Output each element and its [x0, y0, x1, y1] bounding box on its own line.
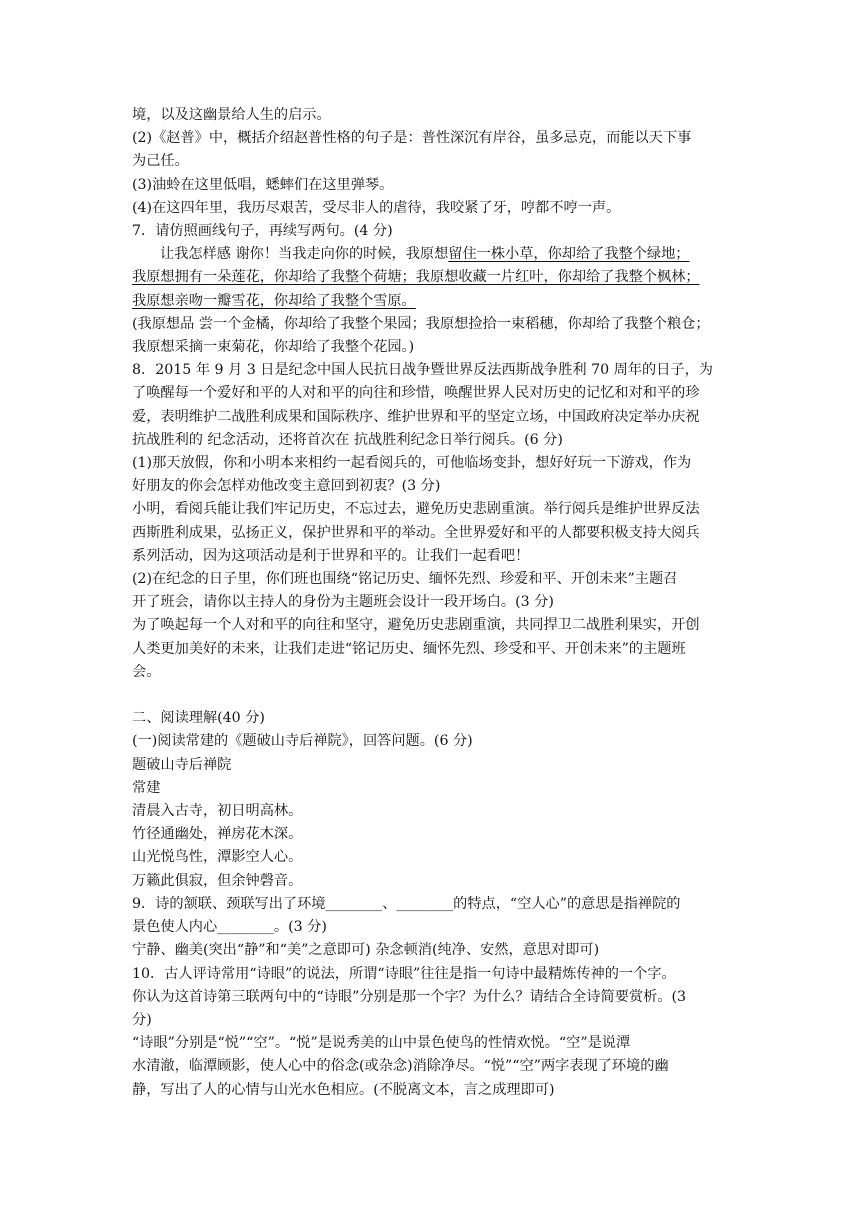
text-line: 爱，表明维护二战胜利成果和国际秩序、维护世界和平的坚定立场，中国政府决定举办庆祝	[132, 408, 700, 425]
underlined-sentence: 留住一株小草，你却给了我整个绿地；	[448, 246, 690, 263]
text-line: 抗战胜利的 纪念活动，还将首次在 抗战胜利纪念日举行阅兵。(6 分)	[132, 431, 563, 448]
text-line: (3)油蛉在这里低唱，蟋蟀们在这里弹琴。	[132, 176, 394, 193]
answer-line: 我原想采摘一束菊花，你却给了我整个花园。)	[132, 339, 415, 356]
poem-line: 清晨入古寺，初日明高林。	[132, 803, 303, 820]
answer-line: 为了唤起每一个人对和平的向往和坚守，避免历史悲剧重演，共同捍卫二战胜利果实，开创	[132, 617, 700, 634]
poem-line: 山光悦鸟性，潭影空人心。	[132, 849, 303, 866]
text-line: (2)《赵普》中，概括介绍赵普性格的句子是：普性深沉有岸谷，虽多忌克，而能以天下事	[132, 130, 692, 147]
text-line: 分)	[132, 1011, 152, 1028]
question-10: 10．古人评诗常用“诗眼”的说法，所谓“诗眼”往往是指一句诗中最精炼传神的一个字。	[132, 965, 676, 982]
underlined-sentence: 我原想拥有一朵莲花，你却给了我整个荷塘；我原想收藏一片红叶，你却给了我整个枫林；	[132, 269, 700, 286]
text-line: 好朋友的你会怎样劝他改变主意回到初衷？(3 分)	[132, 478, 441, 495]
text-line: (4)在这四年里，我历尽艰苦，受尽非人的虐待，我咬紧了牙，哼都不哼一声。	[132, 199, 621, 216]
answer-line: 系列活动，因为这项活动是利于世界和平的。让我们一起看吧！	[132, 547, 530, 564]
answer-line: 人类更加美好的未来，让我们走进“铭记历史、缅怀先烈、珍受和平、开创未来”的主题班	[132, 640, 686, 657]
answer-line: 宁静、幽美(突出“静”和“美”之意即可) 杂念顿消(纯净、安然，意思对即可)	[132, 942, 600, 959]
text-line: (2)在纪念的日子里，你们班也围绕“铭记历史、缅怀先烈、珍爱和平、开创未来”主题召	[132, 571, 678, 588]
text-line: 你认为这首诗第三联两句中的“诗眼”分别是那一个字？为什么？请结合全诗简要赏析。(3	[132, 988, 687, 1005]
answer-line: 会。	[132, 663, 161, 680]
text-line: 开了班会，请你以主持人的身份为主题班会设计一段开场白。(3 分)	[132, 594, 554, 611]
text-line: (1)那天放假，你和小明本来相约一起看阅兵的，可他临场变卦，想好好玩一下游戏，作为	[132, 455, 692, 472]
blank-line	[132, 684, 732, 707]
answer-line: 小明，看阅兵能让我们牢记历史，不忘过去，避免历史悲剧重演。举行阅兵是维护世界反法	[132, 501, 700, 518]
answer-line: 水清澈，临潭顾影，使人心中的俗念(或杂念)消除净尽。“悦”“空”两字表现了环境的幽	[132, 1058, 669, 1075]
text-line: 境，以及这幽景给人生的启示。	[132, 107, 331, 123]
text-line: 了唤醒每一个爱好和平的人对和平的向往和珍惜，唤醒世界人民对历史的记忆和对和平的珍	[132, 385, 700, 402]
underlined-sentence: 我原想亲吻一瓣雪花，你却给了我整个雪原。	[132, 292, 416, 309]
text-line: 景色使人内心________。(3 分)	[132, 919, 327, 936]
answer-line: 静，写出了人的心情与山光水色相应。(不脱离文本，言之成理即可)	[132, 1081, 555, 1098]
section-heading: 二、阅读理解(40 分)	[132, 710, 265, 727]
question-7: 7．请仿照画线句子，再续写两句。(4 分)	[132, 223, 393, 240]
sample-intro: 让我怎样感 谢你！当我走向你的时候，我原想	[160, 246, 449, 263]
poem-line: 竹径通幽处，禅房花木深。	[132, 826, 303, 843]
question-9: 9．诗的颔联、颈联写出了环境________、________的特点，“空人心”的意思是指禅院的	[132, 895, 681, 912]
poem-line: 万籁此俱寂，但余钟磬音。	[132, 872, 303, 889]
poem-author: 常建	[132, 779, 161, 796]
subsection-heading: (一)阅读常建的《题破山寺后禅院》，回答问题。(6 分)	[132, 733, 473, 750]
question-8: 8．2015 年 9 月 3 日是纪念中国人民抗日战争暨世界反法西斯战争胜利 70 周年的日子，为	[132, 362, 713, 379]
poem-title: 题破山寺后禅院	[132, 756, 232, 773]
sample-sentence-line	[132, 243, 732, 266]
document-page	[132, 104, 732, 1102]
answer-line: 西斯胜利成果，弘扬正义，保护世界和平的举动。全世界爱好和平的人都要积极支持大阅兵	[132, 524, 700, 541]
answer-line: “诗眼”分别是“悦”“空”。“悦”是说秀美的山中景色使鸟的性情欢悦。“空”是说潭	[132, 1035, 631, 1052]
text-line: 为己任。	[132, 153, 189, 170]
answer-line: (我原想品 尝一个金橘，你却给了我整个果园；我原想捡拾一束稻穗，你却给了我整个粮仓；	[132, 315, 710, 332]
